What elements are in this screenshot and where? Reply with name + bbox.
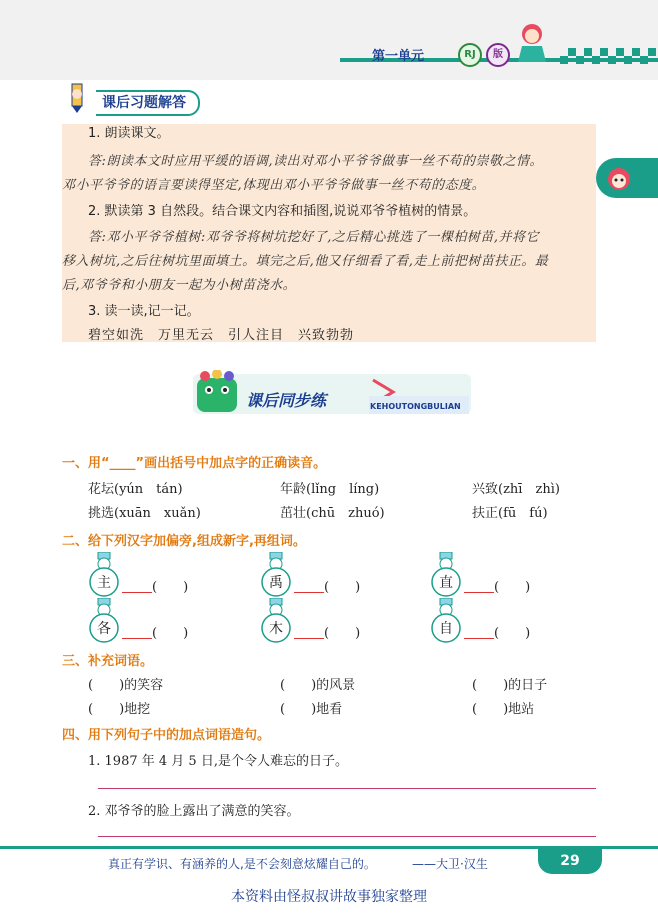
answer-line: 碧空如洗 万里无云 引人注目 兴致勃勃 [88, 328, 355, 343]
answer-blank[interactable] [122, 638, 152, 639]
banner-subtitle: KEHOUTONGBULIAN [370, 402, 461, 411]
q1-pinyin: (xuān xuǎn) [114, 506, 201, 521]
q1-item [88, 502, 201, 521]
q1-word: 挑选 [88, 506, 115, 521]
q2-paren[interactable]: ( ) [494, 580, 531, 595]
girl-mascot-icon [512, 20, 552, 64]
q1-word: 年龄 [280, 482, 307, 497]
q1-pinyin: (zhī zhì) [498, 482, 560, 497]
answer-line: 邓小平爷爷的语言要读得坚定,体现出邓小平爷爷做事一丝不苟的态度。 [62, 178, 486, 193]
edition-badge-rj: RJ [458, 43, 482, 67]
q1-word: 花坛 [88, 482, 115, 497]
q1-item [280, 502, 385, 521]
answer-blank[interactable] [294, 638, 324, 639]
answer-line: 答:朗读本文时应用平缓的语调,读出对邓小平爷爷做事一丝不苟的崇敬之情。 [88, 154, 544, 169]
q3-item[interactable]: ( )地看 [280, 702, 343, 717]
q4-sentence: 1. 1987 年 4 月 5 日,是个令人难忘的日子。 [88, 754, 348, 769]
pencil-mascot-icon [62, 82, 92, 114]
q2-char: 自 [439, 621, 453, 637]
answer-line: 移入树坑,之后往树坑里面填土。填完之后,他又仔细看了看,走上前把树苗扶正。最 [62, 254, 549, 269]
q1-pinyin: (chū zhuó) [306, 506, 385, 521]
side-tab [596, 158, 658, 198]
answer-blank[interactable] [294, 592, 324, 593]
edition-badge-ban: 版 [486, 43, 510, 67]
answer-blank[interactable] [122, 592, 152, 593]
q1-word: 茁壮 [280, 506, 307, 521]
q1-item [472, 502, 548, 521]
answer-blank[interactable] [464, 638, 494, 639]
header-band [0, 0, 658, 80]
answer-blank[interactable] [464, 592, 494, 593]
footer-quote: 真正有学识、有涵养的人,是不会刻意炫耀自己的。 [108, 857, 376, 871]
answers-section-title: 课后习题解答 [96, 90, 200, 116]
q3-item[interactable]: ( )地挖 [88, 702, 151, 717]
q2-char: 禹 [269, 575, 283, 591]
answer-line: 1. 朗读课文。 [88, 126, 170, 141]
q2-paren[interactable]: ( ) [324, 626, 361, 641]
q2-char: 直 [439, 575, 453, 591]
q1-pinyin: (yún tán) [114, 482, 183, 497]
q1-word: 扶正 [472, 506, 499, 521]
q4-sentence: 2. 邓爷爷的脸上露出了满意的笑容。 [88, 804, 300, 819]
unit-title: 第一单元 [372, 49, 425, 64]
writing-line[interactable] [98, 788, 596, 789]
q1-pinyin: (fū fú) [498, 506, 548, 521]
banner-title: 课后同步练 [246, 391, 327, 410]
q3-item[interactable]: ( )的笑容 [88, 678, 164, 693]
answer-line: 3. 读一读,记一记。 [88, 304, 200, 319]
checker-pattern-icon [560, 48, 658, 64]
q2-paren[interactable]: ( ) [324, 580, 361, 595]
q3-title: 三、补充词语。 [62, 654, 154, 669]
answer-line: 答:邓小平爷爷植树:邓爷爷将树坑挖好了,之后精心挑选了一棵柏树苗,并将它 [88, 230, 540, 245]
q1-word: 兴致 [472, 482, 499, 497]
answer-line: 2. 默读第 3 自然段。结合课文内容和插图,说说邓爷爷植树的情景。 [88, 204, 477, 219]
q1-item [88, 478, 183, 497]
q1-title: 一、用“____”画出括号中加点字的正确读音。 [62, 456, 327, 471]
q2-paren[interactable]: ( ) [152, 580, 189, 595]
page-number: 29 [538, 848, 602, 874]
q2-paren[interactable]: ( ) [152, 626, 189, 641]
footer-note: 本资料由怪叔叔讲故事独家整理 [231, 889, 427, 905]
q2-title: 二、给下列汉字加偏旁,组成新字,再组词。 [62, 534, 306, 549]
q3-item[interactable]: ( )地站 [472, 702, 535, 717]
q4-title: 四、用下列句子中的加点词语造句。 [62, 728, 271, 743]
q2-paren[interactable]: ( ) [494, 626, 531, 641]
writing-line[interactable] [98, 836, 596, 837]
q3-item[interactable]: ( )的风景 [280, 678, 356, 693]
q3-item[interactable]: ( )的日子 [472, 678, 548, 693]
q1-item [472, 478, 560, 497]
fox-mascot-icon [604, 163, 634, 193]
q1-item [280, 478, 379, 497]
q1-pinyin: (lǐng líng) [306, 482, 380, 497]
q2-char: 各 [97, 621, 111, 637]
q2-char: 主 [97, 575, 111, 591]
q2-char: 木 [269, 621, 283, 637]
footer-author: ——大卫·汉生 [412, 857, 488, 871]
answer-line: 后,邓爷爷和小朋友一起为小树苗浇水。 [62, 278, 297, 293]
